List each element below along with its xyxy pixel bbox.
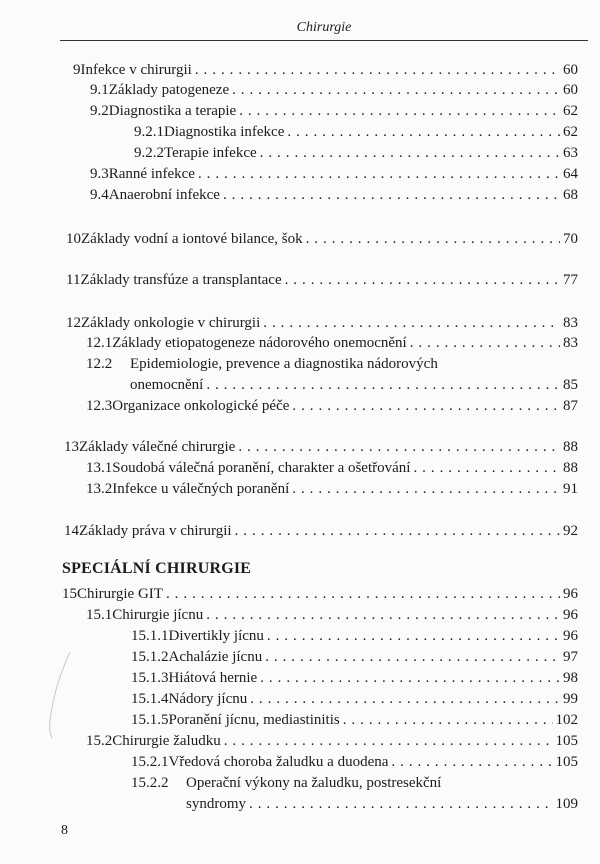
toc-number: 13.1: [86, 460, 113, 476]
toc-entry-15-1-3[interactable]: [131, 668, 578, 688]
toc-title: Základy patogeneze: [108, 82, 230, 98]
toc-page: 60: [563, 82, 578, 98]
toc-page: 60: [563, 62, 578, 78]
toc-entry-15-1-5[interactable]: [131, 710, 578, 730]
toc-entry-ch10[interactable]: [66, 229, 578, 249]
toc-page: 87: [563, 398, 578, 414]
toc-title: Infekce v chirurgii: [80, 62, 192, 78]
toc-page: 96: [563, 586, 578, 602]
toc-number: 9.1: [90, 82, 109, 98]
toc-title: Chirurgie žaludku: [112, 733, 221, 749]
toc-title: Základy práva v chirurgii: [79, 523, 232, 539]
running-head: Chirurgie: [296, 20, 352, 35]
toc-page: 99: [563, 691, 578, 707]
toc-page: 83: [563, 335, 578, 351]
toc-number: 14: [64, 523, 79, 539]
leader-dots: [166, 584, 560, 604]
toc-entry-ch14[interactable]: [64, 521, 578, 541]
toc-entry-15-2-2-line2[interactable]: [186, 794, 578, 814]
toc-entry-12-2-line1[interactable]: [86, 354, 438, 374]
toc-page: 105: [555, 754, 578, 770]
toc-number: 9.2.2: [134, 145, 164, 161]
toc-page: 62: [563, 103, 578, 119]
toc-title: Ranné infekce: [108, 166, 195, 182]
toc-title: Chirurgie jícnu: [112, 607, 204, 623]
toc-title: Terapie infekce: [164, 145, 257, 161]
toc-page: 102: [555, 712, 578, 728]
toc-entry-15-2[interactable]: [86, 731, 578, 751]
toc-number: 12.3: [86, 398, 113, 414]
leader-dots: [238, 437, 560, 457]
toc-page: 105: [555, 733, 578, 749]
toc-number: 11: [66, 272, 81, 288]
toc-title: Vředová choroba žaludku a duodena: [168, 754, 389, 770]
toc-title: Základy transfúze a transplantace: [80, 272, 282, 288]
toc-title: Chirurgie GIT: [77, 586, 163, 602]
leader-dots: [223, 185, 560, 205]
toc-entry-12-3[interactable]: [86, 396, 578, 416]
toc-title: Organizace onkologické péče: [112, 398, 290, 414]
toc-entry-9-2-2[interactable]: [134, 143, 578, 163]
toc-number: 9.2: [90, 103, 109, 119]
toc-page: 68: [563, 187, 578, 203]
leader-dots: [260, 668, 560, 688]
toc-title: Divertikly jícnu: [168, 628, 264, 644]
leader-dots: [410, 333, 560, 353]
toc-number: 9.3: [90, 166, 109, 182]
toc-title: Anaerobní infekce: [108, 187, 220, 203]
toc-title: Nádory jícnu: [168, 691, 248, 707]
toc-title: Základy válečné chirurgie: [79, 439, 236, 455]
leader-dots: [260, 143, 560, 163]
leader-dots: [285, 270, 560, 290]
toc-page: 97: [563, 649, 578, 665]
toc-page: 63: [563, 145, 578, 161]
toc-entry-12-2-line2[interactable]: [130, 375, 578, 395]
toc-title: Základy onkologie v chirurgii: [81, 315, 261, 331]
toc-title: Základy vodní a iontové bilance, šok: [81, 231, 303, 247]
toc-entry-ch11[interactable]: [66, 270, 578, 290]
leader-dots: [306, 229, 560, 249]
leader-dots: [250, 689, 560, 709]
toc-page: 96: [563, 628, 578, 644]
toc-number: 15.1.4: [131, 691, 169, 707]
leader-dots: [232, 80, 560, 100]
toc-title: Diagnostika infekce: [164, 124, 285, 140]
section-heading-special-surgery: SPECIÁLNÍ CHIRURGIE: [62, 560, 252, 577]
toc-page: 109: [555, 796, 578, 812]
pencil-mark: [44, 650, 74, 740]
toc-number: 12.1: [86, 335, 113, 351]
leader-dots: [343, 710, 553, 730]
toc-number: 15.2.1: [131, 754, 169, 770]
toc-entry-9-3[interactable]: [90, 164, 578, 184]
toc-number: 12.2: [86, 356, 113, 372]
toc-number: 13: [64, 439, 79, 455]
toc-number: 15.2.2: [131, 775, 169, 791]
leader-dots: [391, 752, 552, 772]
toc-title: Soudobá válečná poranění, charakter a ošetřování: [112, 460, 411, 476]
toc-entry-ch13[interactable]: [64, 437, 578, 457]
toc-number: 15: [62, 586, 77, 602]
leader-dots: [239, 101, 560, 121]
toc-page: 88: [563, 439, 578, 455]
toc-title: Operační výkony na žaludku, postresekční: [186, 775, 442, 791]
leader-dots: [263, 313, 560, 333]
toc-entry-13-1[interactable]: [86, 458, 578, 478]
page-number: 8: [61, 823, 68, 838]
leader-dots: [292, 479, 560, 499]
toc-number: 15.1.2: [131, 649, 169, 665]
leader-dots: [413, 458, 560, 478]
toc-page: 98: [563, 670, 578, 686]
leader-dots: [292, 396, 560, 416]
toc-page: 91: [563, 481, 578, 497]
toc-entry-9-2[interactable]: [90, 101, 578, 121]
toc-page: 62: [563, 124, 578, 140]
toc-title: Diagnostika a terapie: [108, 103, 237, 119]
toc-number: 15.1.1: [131, 628, 169, 644]
toc-title: Achalázie jícnu: [168, 649, 263, 665]
toc-entry-15-1-2[interactable]: [131, 647, 578, 667]
toc-title: Epidemiologie, prevence a diagnostika nádorových: [130, 356, 438, 372]
toc-entry-15-2-1[interactable]: [131, 752, 578, 772]
leader-dots: [224, 731, 553, 751]
toc-page: 83: [563, 315, 578, 331]
toc-entry-9-4[interactable]: [90, 185, 578, 205]
toc-entry-13-2[interactable]: [86, 479, 578, 499]
toc-title-continued: syndromy: [186, 796, 246, 812]
toc-title: Hiátová hernie: [168, 670, 258, 686]
toc-number: 9.4: [90, 187, 109, 203]
toc-number: 15.1.3: [131, 670, 169, 686]
toc-entry-ch15[interactable]: [62, 584, 578, 604]
toc-entry-9-2-1[interactable]: [134, 122, 578, 142]
toc-title: Poranění jícnu, mediastinitis: [168, 712, 340, 728]
leader-dots: [287, 122, 560, 142]
toc-title: Základy etiopatogeneze nádorového onemocnění: [112, 335, 407, 351]
toc-number: 15.1.5: [131, 712, 169, 728]
toc-page: 88: [563, 460, 578, 476]
toc-number: 15.1: [86, 607, 113, 623]
toc-entry-ch12[interactable]: [66, 313, 578, 333]
toc-entry-15-2-2-line1[interactable]: [131, 773, 441, 793]
toc-entry-15-1-4[interactable]: [131, 689, 578, 709]
leader-dots: [198, 164, 560, 184]
toc-number: 9: [73, 62, 81, 78]
leader-dots: [267, 626, 560, 646]
toc-page: 77: [563, 272, 578, 288]
leader-dots: [206, 605, 560, 625]
toc-page: 70: [563, 231, 578, 247]
toc-entry-15-1[interactable]: [86, 605, 578, 625]
leader-dots: [206, 375, 560, 395]
toc-entry-9-1[interactable]: [90, 80, 578, 100]
leader-dots: [249, 794, 553, 814]
toc-number: 12: [66, 315, 81, 331]
toc-title-continued: onemocnění: [130, 377, 204, 393]
toc-page: 85: [563, 377, 578, 393]
leader-dots: [195, 60, 560, 80]
toc-entry-12-1[interactable]: [86, 333, 578, 353]
toc-page: 64: [563, 166, 578, 182]
toc-number: 13.2: [86, 481, 113, 497]
toc-page: 92: [563, 523, 578, 539]
leader-dots: [265, 647, 560, 667]
leader-dots: [235, 521, 560, 541]
toc-number: 10: [66, 231, 81, 247]
toc-title: Infekce u válečných poranění: [112, 481, 290, 497]
toc-entry-15-1-1[interactable]: [131, 626, 578, 646]
toc-number: 9.2.1: [134, 124, 164, 140]
toc-page: 96: [563, 607, 578, 623]
toc-number: 15.2: [86, 733, 113, 749]
toc-entry-ch9[interactable]: [73, 60, 578, 80]
